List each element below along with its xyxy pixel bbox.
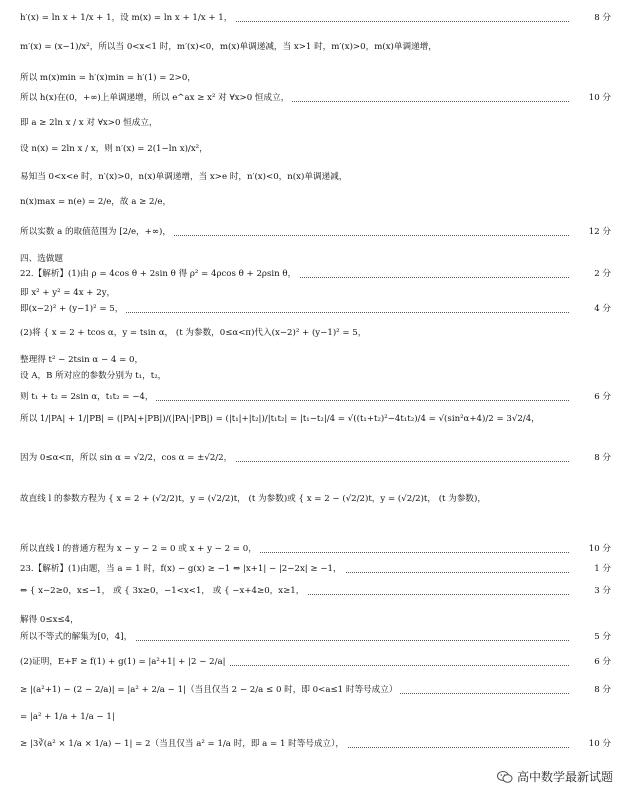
line-27 bbox=[20, 684, 611, 696]
line-22 bbox=[20, 563, 611, 575]
line-19 bbox=[20, 452, 611, 464]
line-3 bbox=[20, 72, 611, 84]
score-label: 1 分 bbox=[591, 563, 611, 575]
line-text: 设 n(x) = 2ln x / x，则 n′(x) = 2(1−ln x)/x²， bbox=[20, 144, 211, 154]
score-label: 3 分 bbox=[591, 585, 611, 597]
line-text: n(x)max = n(e) = 2/e，故 a ≥ 2/e， bbox=[20, 197, 174, 207]
line-10 bbox=[20, 253, 611, 265]
line-text: 即 x² + y² = 4x + 2y， bbox=[20, 288, 118, 298]
score-label: 10 分 bbox=[586, 738, 611, 750]
line-text: 所以 m(x)min = h′(x)min = h′(1) = 2>0， bbox=[20, 73, 199, 83]
line-25 bbox=[20, 631, 611, 643]
line-8 bbox=[20, 196, 611, 208]
line-1 bbox=[20, 12, 611, 24]
line-text: = |a² + 1/a + 1/a − 1| bbox=[20, 712, 118, 722]
line-text: 所以实数 a 的取值范围为 [2/e，+∞)， bbox=[20, 227, 174, 237]
score-label: 12 分 bbox=[586, 226, 611, 238]
line-text: 设 A，B 所对应的参数分别为 t₁，t₂， bbox=[20, 371, 169, 381]
line-text: 所以 1/|PA| + 1/|PB| = (|PA|+|PB|)/(|PA|·|PB|) = (|t₁|+|t₂|)/|t₁t₂| = |t₁−t₂|/4 = √((t₁+t₂)²−4t₁t₂)/4 = √(sin²α+4)/2 = 3√2/4， bbox=[20, 414, 543, 424]
line-text: 故直线 l 的参数方程为 { x = 2 + (√2/2)t，y = (√2/2)t， (t 为参数)或 { x = 2 − (√2/2)t，y = (√2/2)t， (t 为参数)， bbox=[20, 494, 489, 504]
score-label: 6 分 bbox=[591, 391, 611, 403]
line-text: 23.【解析】(1)由题，当 a = 1 时，f(x) − g(x) ≥ −1 ⇔ |x+1| − |2−2x| ≥ −1， bbox=[20, 564, 345, 574]
line-2 bbox=[20, 41, 611, 53]
line-text: 即(x−2)² + (y−1)² = 5， bbox=[20, 304, 126, 314]
line-text: 解得 0≤x≤4， bbox=[20, 615, 82, 625]
line-16 bbox=[20, 370, 611, 382]
line-text: ≥ |(a²+1) − (2 − 2/a)| = |a² + 2/a − 1|（当且仅当 2 − 2/a ≤ 0 时，即 0<a≤1 时等号成立） bbox=[20, 685, 400, 695]
score-label: 6 分 bbox=[591, 656, 611, 668]
line-6 bbox=[20, 143, 611, 155]
wechat-icon bbox=[497, 770, 513, 784]
line-text: 则 t₁ + t₂ = 2sin α，t₁t₂ = −4， bbox=[20, 392, 156, 402]
line-28 bbox=[20, 711, 611, 723]
line-7 bbox=[20, 171, 611, 183]
line-text: 四、选做题 bbox=[20, 254, 66, 264]
score-label: 10 分 bbox=[586, 543, 611, 555]
line-text: 即 a ≥ 2ln x / x 对 ∀x>0 恒成立， bbox=[20, 118, 161, 128]
line-text: 22.【解析】(1)由 ρ = 4cos θ + 2sin θ 得 ρ² = 4ρcos θ + 2ρsin θ， bbox=[20, 269, 299, 279]
line-13 bbox=[20, 303, 611, 315]
line-15 bbox=[20, 354, 611, 366]
line-21 bbox=[20, 543, 611, 555]
score-label: 8 分 bbox=[591, 452, 611, 464]
line-text: ≥ |3∛(a² × 1/a × 1/a) − 1| = 2（当且仅当 a² = 1/a 时，即 a = 1 时等号成立）， bbox=[20, 739, 347, 749]
watermark-text: 高中数学最新试题 bbox=[516, 770, 613, 784]
line-text: (2)将 { x = 2 + tcos α，y = tsin α， (t 为参数，0≤α<π)代入(x−2)² + (y−1)² = 5， bbox=[20, 328, 369, 338]
line-24 bbox=[20, 614, 611, 626]
line-text: 所以 h(x)在(0，+∞)上单调递增，所以 e^ax ≥ x² 对 ∀x>0 恒成立， bbox=[20, 93, 292, 103]
score-label: 8 分 bbox=[591, 684, 611, 696]
line-26 bbox=[20, 656, 611, 668]
score-label: 8 分 bbox=[591, 12, 611, 24]
line-text: 所以不等式的解集为[0，4]， bbox=[20, 632, 135, 642]
line-11 bbox=[20, 268, 611, 280]
line-9 bbox=[20, 226, 611, 238]
score-label: 4 分 bbox=[591, 303, 611, 315]
line-5 bbox=[20, 117, 611, 129]
score-label: 5 分 bbox=[591, 631, 611, 643]
line-text: (2)证明，E+F ≥ f(1) + g(1) = |a²+1| + |2 − 2/a| bbox=[20, 657, 229, 667]
line-29 bbox=[20, 738, 611, 750]
line-23 bbox=[20, 585, 611, 597]
line-text: 易知当 0<x<e 时，n′(x)>0，n(x)单调递增，当 x>e 时，n′(x)<0，n(x)单调递减， bbox=[20, 172, 350, 182]
score-label: 2 分 bbox=[591, 268, 611, 280]
line-18 bbox=[20, 413, 611, 425]
line-20 bbox=[20, 493, 611, 505]
line-text: h′(x) = ln x + 1/x + 1，设 m(x) = ln x + 1/x + 1， bbox=[20, 13, 235, 23]
line-text: ⇔ { x−2≥0，x≤−1， 或 { 3x≥0，−1<x<1， 或 { −x+4≥0，x≥1， bbox=[20, 586, 307, 596]
line-text: 所以直线 l 的普通方程为 x − y − 2 = 0 或 x + y − 2 = 0， bbox=[20, 544, 260, 554]
line-text: m′(x) = (x−1)/x²，所以当 0<x<1 时，m′(x)<0，m(x)单调递减，当 x>1 时，m′(x)>0，m(x)单调递增， bbox=[20, 42, 440, 52]
score-label: 10 分 bbox=[586, 92, 611, 104]
line-text: 整理得 t² − 2tsin α − 4 = 0， bbox=[20, 355, 146, 365]
line-4 bbox=[20, 92, 611, 104]
line-14 bbox=[20, 327, 611, 339]
line-12 bbox=[20, 287, 611, 299]
line-text: 因为 0≤α<π，所以 sin α = √2/2，cos α = ±√2/2， bbox=[20, 453, 235, 463]
watermark bbox=[497, 768, 613, 785]
line-17 bbox=[20, 391, 611, 403]
